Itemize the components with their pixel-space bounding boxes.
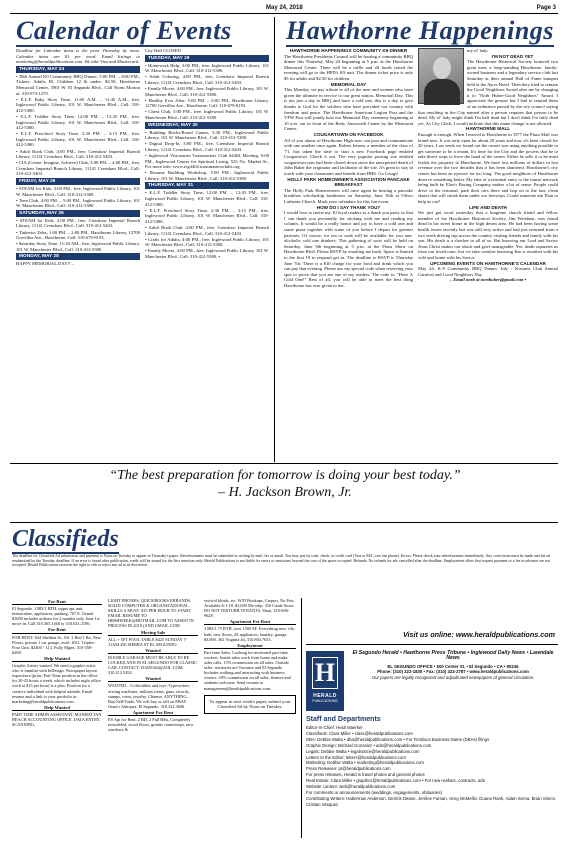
- staff-line: Contributing Writers: Haberman Anderson, Derrick Deane, Jerrilee Farnan, Greg McMellin, Duane Rank, Adam Serna, Brian Simmi, Cristian Vasquez: [306, 795, 556, 807]
- section-heading: MEMORIAL DAY: [330, 81, 367, 87]
- issue-date: May 24, 2018: [266, 5, 303, 11]
- calendar-event: • Family Movie, 4:00 PM., free, Inglewood Public Library, 101 W. Manchester Blvd., Call: 310-412-5380.: [145, 85, 269, 97]
- calendar-event: • Resume Building Workshop, 5:00 PM., Inglewood Public Library, 101 W. Manchester Blvd., Call: 310-412-5380.: [145, 170, 269, 181]
- classifieds-column-2: [108, 598, 198, 732]
- classified-ad-text: FOR RENT: 844 Sheldon St., ES. 2 Bed 1 Ba, New Floors, private 1 car garage, avail. 6/01. Triplex - Four Unit. $2400 / 12 L Fully Mgmt. 310-350-6208.: [12, 634, 101, 655]
- calendar-event: • Building Bricks/Board Games, 3:30 PM., Inglewood Public Library, 101 W. Manchester Blvd., Call: 310-412-5380.: [145, 129, 269, 141]
- classifieds-title: Classifieds: [12, 526, 119, 552]
- staff-line: Classifieds: Clara Miller • class@heraldpublications.com: [306, 730, 413, 736]
- calendar-event: • Saturday Story Time, 11:30 AM., free, Inglewood Public Library, 101 W. Manchester Blvd., Call: 310-412-5380.: [16, 241, 140, 252]
- legal-note: Our papers are legally recognized and adjudicated newspapers of general circulation.: [371, 674, 535, 680]
- article-paragraph: May 24: K-9 Community BBQ Dinner. July - Kiwanis Club Annual Carnival and Good Neighbors Day: [418, 266, 558, 277]
- website-link[interactable]: Visit us online: www.heraldpublications.com: [402, 630, 555, 639]
- classifieds-column-1: [12, 598, 102, 727]
- article-paragraph: Enough is enough. When I moved to Hawthorne in 1977 the Plaza Mall was brand new. It was only open for about 20 years and now it's been closed for 20 years. Last week we found out the owner was using anything possible to get someone to be a tenant. It's time for the City and the powers that be to take direct steps to force the hand of the owner. Either he sells it or he must forfeit the property to Hawthorne. We have lost millions of dollars in lost revenue over the two decades that it has been shuttered. Hawthorne's city center has been an eyesore far too long. The good neighbors of Hawthorne deserve something better. My idea of a terminal entry to the transit network being built by Elon's Boring Company makes a lot of sense. People could drive to the terminal, park their cars there and hop on to the fast, clean skates that will whisk them under our freeways. Could someone ask Elon to help us out?: [418, 131, 558, 205]
- article-paragraph: We just got word yesterday that a longtime church friend and fellow member of the Hawthorne Historical Society, Jim Weisbaur, was found dead in his street home in the high desert area. He had been having some health issues recently but was still very active and had just returned from a two week driving trip across the country visiting friends and family with his son. His death is a shocker to all of us. But knowing our Lord and Savior Jesus Christ makes our shock and grief manageable. Yes, death separates us from our loved ones, but we take comfort knowing Jim is reunited with his wife and home with his Savior.: [418, 210, 558, 260]
- article-paragraph: The Holly Park Homeowners will once again be hosting a pancake breakfast scholarship fundraiser on Saturday, June 16th at Oliver Lutheran Church. Mark your calendars for this fun event.: [284, 187, 413, 205]
- hawthorne-column-1: [284, 48, 413, 289]
- calendar-day-header: TUESDAY, MAY 29: [145, 55, 269, 62]
- article-paragraph: I would love to invite my 10 loyal readers to a thank you party so that I can thank you personally for sticking with me and reading my column. It would be a really honor and joy to have a cold one and some pizza together with some of you before I depart for greener pastures. Of course, ice tea or soda will be available for you non-alcoholic cold one drinkers. This gathering of sorts will be held on Saturday, June 9th beginning at 5 p.m. at the Pizza Show on Hawthorne Blvd. Please RSVP by emailing me back. Space is limited to the first 10 to respond get in. The deadline to RSVP is Thursday June 7th. There is a $10 charge for your food and drink which you can pay that evening. Please use my special code when reserving your spot to prove that you are one of my readers. The code is: "Have A Cold One!" Best of all, you will be able to meet the best thing Hawthorne has ever given to me,: [284, 210, 413, 288]
- staff-line: For comments or announcements (weddings, engagements, obituaries): [306, 789, 442, 795]
- staff-line: Graphic Design: Michael Gonzalez • ads@heraldpublications.com: [306, 742, 432, 748]
- hawthorne-column-2: [418, 48, 558, 283]
- staff-line: Marketing: Debbie Walta • marketing@heraldpublications.com: [306, 760, 424, 766]
- submit-ad-notice: To appear in next week's paper, submit your Classified Ad by Noon on Tuesday.: [204, 695, 296, 714]
- office-phone: Phone: (310) 322-1830 • Fax: (310) 322-2787 • www.heraldpublications.com: [377, 669, 529, 675]
- classified-ad-text: 3 BD/1.75 BTH, over 1500 SF. Everything new: tile, bath, new floors, 2S appliances, laundry, garage. $3,800. 362 Virginia #4, 310.863.7653.: [204, 626, 295, 642]
- calendar-day-header: FRIDAY, MAY 25: [16, 178, 140, 185]
- calendar-event: • CIA (Create, Imagine, Achieve) Club, 3:00 PM. – 4:00 PM., free, Crenshaw Imperial Branch Library, 11141 Crenshaw Blvd., Call: 310-412-5403.: [16, 160, 140, 177]
- calendar-event: • Crafts for Adults, 4:00 PM., free, Inglewood Public Library, 101 W. Manchester Blvd., Call: 310-412-5380.: [145, 236, 269, 248]
- classified-heading: For Rent: [12, 599, 102, 605]
- classified-heading: Moving Sale: [108, 630, 198, 636]
- classified-ad-text: WANTED... Collectibles and toys. Typewriters, sewing machines, military items, guns, records, stamps, coins, jewelry, Chinese, ANYTHING... Buy/Sell/Trade. We will buy or sell on EBAY. Giant's Antiques, El Segundo. 310.322.3606.: [108, 683, 191, 709]
- quote-box: [40, 467, 530, 519]
- calendar-event: • STEAM for Kids, 2:00 PM., free, Crenshaw Imperial Branch Library, 11141 Crenshaw Blvd., Call: 310-412-5403.: [16, 217, 140, 229]
- staff-line: Website content: web@heraldpublications.com: [306, 784, 396, 790]
- section-heading: HOLLY PARK HOMEOWNER'S ASSOCIATION PANCAKE BREAKFAST: [287, 176, 410, 188]
- classifieds-divider: [301, 598, 302, 838]
- staff-line: Editor-In-Chief: Heidi Maerker: [306, 725, 363, 730]
- classified-ad-text: Part-time Sales. Looking for motivated part-time workers. Inside sales work from home and make sales calls. 15% commission on all sales. Outside sales: territories are Torrance and El Segundo. Includes walking and interacting with business owners. 20% commission on all sales. Seniors and students welcome. Send resume to management@heraldpublications.com.: [204, 649, 291, 691]
- article-paragraph: The Hawthorne Historical Society honored two great men, a long-standing Hawthorne, family-owned business and a legendary service club last Saturday at their annual Hall of Fame banquet held at the Ayres Hotel. Then they tried to remain the Good Neighbors Award after me by changing it to "Norb Huber-Good Neighbors" Award. I appreciate the gesture but I had to remind them of an ordinance passed by the city council saying that anything in the City named after a person requires that person to be dead. My ol' lady might think I'm half dead but I don't think I'm fully dead yet. As City Clerk, I would indicate that this name change is not allowed.: [418, 59, 558, 126]
- classified-heading: Help Wanted: [12, 656, 102, 662]
- publication-names: El Segundo Herald • Hawthorne Press Tribune • Inglewood Daily News • Lawndale News: [352, 650, 554, 662]
- calendar-event: • E.L.F. Preschool Story Time, 2:30 PM. – 3:15 PM., free, Inglewood Public Library, 101 W. Manchester Blvd., Call: 310-412-5380.: [145, 207, 269, 224]
- section-heading: LIFE AND DEATH: [469, 204, 507, 210]
- calendar-event: • STEAM for Kids, 3:00 PM., free, Inglewood Public Library, 101 W. Manchester Blvd., Call: 310-412-5380.: [16, 185, 140, 197]
- classified-ad-text: ES Apt for Rent. 2 BD, 2 Full Bths, Completely remodeled, wood floors, granite countertops, new windows &: [108, 716, 194, 733]
- quote-rule-bottom: [10, 522, 558, 523]
- staff-line: For press releases, Herald is travel photos and general photos: [306, 772, 425, 778]
- calendar-day-header: THURSDAY, MAY 24: [16, 66, 140, 73]
- calendar-day-header: SATURDAY, MAY 26: [16, 210, 140, 217]
- classified-heading: Wanted: [108, 648, 198, 654]
- visit-rule: [306, 644, 558, 645]
- calendar-event: • Adult Book Club, 4:00 PM., free, Crenshaw Imperial Branch Library, 11141 Crenshaw Blvd., Call: 310-412-5403.: [16, 148, 140, 160]
- article-paragraph: This Monday, we pay tribute to all of the men and women who have given the ultimate in service to our great nation, Memorial Day. This is not just a day to BBQ and have a cold one, this is a day to give thanks to God for the soldiers who have provided our country with freedom and peace. The Hawthorne American Legion Post and the VFW Post will jointly host our Memorial Day ceremony beginning at 10 a.m. out in front of the Betty Ainsworth Center by the Memorial Center.: [284, 87, 413, 132]
- calendar-column-2: [145, 48, 269, 260]
- staff-title: Staff and Departments: [306, 716, 381, 723]
- calendar-event: • Adult Coloring, 4:00 PM., free, Crenshaw Imperial Branch Library, 11141 Crenshaw Blvd., Call: 310-412-5403.: [145, 74, 269, 85]
- calendar-column-1: [16, 48, 140, 268]
- signature: – Email norb at northuber@gmail.com •: [449, 277, 527, 283]
- calendar-event: • Healthy Ever After, 5:00 PM. – 6:00 PM., Hawthorne Library, 12700 Grevillea Ave., Hawthorne, Call: 310-679-8193.: [145, 97, 269, 109]
- page-number: Page 3: [536, 5, 556, 11]
- calendar-event: • Family Movie, 4:00 PM., free, Inglewood Public Library, 101 W. Manchester Blvd., Call: 310-412-5380. •: [145, 248, 269, 259]
- calendar-day-header: MONDAY, MAY 28: [16, 253, 140, 260]
- classified-ad-text: DOUBLE GARAGE MUST BE ABLE TO BE LOCKED AND IN EL SEGUNDO FOR CLASSIC CAR. CONTACT: DAD5364@AOL.COM, 310.213.5492.: [108, 654, 198, 676]
- classifieds-intro: The deadline for Classified Ad submission and payment is Noon on Tuesday to appear in Thursday's paper. Advertisements must be submitted in writing by mail, fax or email. You may pay by cash, check, or credit card (Visa or M/C over the phone). Errors: Please check your advertisement immediately. Any corrections must be made and the ad resubmitted by the Tuesday deadline. If an error is found after publication, credit will be issued for the first insertion only. Herald Publications is not liable for errors or omissions beyond the cost of the space occupied. Refunds: No refunds for ads cancelled after the deadline. Employment offers that request payment or a fee in advance are not accepted. Herald Publications reserves the right to edit or reject any ad at its discretion.: [12, 554, 550, 568]
- calendar-event: • Adult Book Club, 4:00 PM., free, Crenshaw Imperial Branch Library, 11141 Crenshaw Blvd., Call: 310-412-5403.: [145, 224, 269, 236]
- classified-heading: Apartment For Rent: [108, 710, 198, 716]
- herald-logo: H HERALD PUBLICATIONS: [306, 651, 344, 711]
- classified-ad-text: ALL + 5FT POOL TABLE $425 SUNDAY 7-11AM 430 SIERRA ST EL SEGUNDO.: [108, 636, 188, 647]
- classified-ad-text: El Segundo. 1 BD/1 BTH, upper apt unit, immaculate, appliances, parking, 707 E. Grand. $1600 includes utilities for 2 months only. June 1st move in. Call 310.365.1460 or 310.641.2196.: [12, 606, 100, 627]
- calendar-day-header: THURSDAY, MAY 31: [145, 182, 269, 189]
- classified-ad-text: PART TIME ADMIN ASSISTANT, MANHATTAN BEACH ACCOUNTING OFFICE, DATA ENTRY, SCANNING,: [12, 711, 102, 728]
- classifieds-column-3: [204, 598, 296, 714]
- calendar-event: • Homework Help, 3:00 PM., free, Inglewood Public Library, 101 W. Manchester Blvd., Call: 310-412-5380.: [145, 62, 269, 74]
- classified-heading: Employment: [204, 643, 296, 649]
- calendar-event: • 38th Annual K9 Community BBQ Dinner, 5:00 PM. – 8:00 PM., Tickets: Adults $5, Children 12 & under: $2.50, Hawthorne Memorial Center, 3901 W. El Segundo Blvd., Call Norm Morton at: 310-973-1270.: [16, 73, 140, 96]
- classified-heading: Wanted: [108, 676, 198, 682]
- hawthorne-title: Hawthorne Happenings: [286, 16, 554, 45]
- article-paragraph: The Hawthorne Presidents Council will be hosting a community BBQ dinner this Thursday, May 24 beginning at 5 p.m. at the Hawthorne Memorial Center. There will be a raffle and all funds raised the evening will go to the HPD's K9 unit. The dinner ticket price is only $5 for adults and $2.50 for children.: [284, 53, 413, 81]
- section-heading: I'M NOT DEAD YET: [491, 53, 534, 59]
- calendar-event: • Chess Club, 5:00 PM., free, Inglewood Public Library, 101 W. Manchester Blvd., Call: 310-412-5380.: [145, 109, 269, 120]
- classified-heading: Apartment For Rent: [204, 619, 296, 625]
- section-heading: HAWTHORNE MALL: [465, 126, 511, 132]
- staff-line: DBA: Debbie Walta • dba@heraldpublications.com • For Fictitious Business Name (DBAs) filings: [306, 736, 490, 742]
- calendar-event: • Teen Club, 4:00 PM. – 5:00 PM., Inglewood Public Library, 101 W. Manchester Blvd., Call: 310-412-5380.: [16, 197, 140, 209]
- staff-departments: [306, 716, 558, 808]
- calendar-event: • E.L.F. Toddler Story Time, 12:00 PM. – 12:45 PM., free, Inglewood Public Library, 101 W. Manchester Blvd., Call: 310-412-5380.: [16, 113, 140, 131]
- quote-text: “The best preparation for tomorrow is doing your best today.”: [109, 468, 461, 483]
- columnist-photo: [418, 48, 464, 104]
- quote-rule-top: [10, 463, 558, 464]
- calendar-day-header: WEDNESDAY, MAY 30: [145, 122, 269, 129]
- calendar-intro: Deadline for Calendar items is the prior Thursday by noon. Calendar items are $1 per word. Email listings to marketing@heraldpublications.com. We take Visa and Mastercard.: [16, 48, 140, 65]
- classified-heading: For Rent: [12, 627, 102, 633]
- calendar-event: • Tinkertot Tales, 1:00 PM. – 2:00 PM., Hawthorne Library, 12700 Grevillea Ave., Hawthorne, Call: 310-679-8193.: [16, 229, 140, 241]
- staff-line: Letters to the Editor: letters@heraldpublications.com: [306, 754, 406, 760]
- column-divider: [274, 17, 275, 462]
- classified-ad-text: Graphic Artists wanted. We need a graphic artist, who is familiar with InDesign. Newspaper layout experience (prior, Part-Time position in the office for 20-25 hours a week, which includes night office work at $15 per hour) is a plus. Position for a creative individual with helpful attitude. Email resume and a link to your portfolio to: marketing@heraldpublications.com.: [12, 663, 101, 704]
- calendar-title: Calendar of Events: [16, 16, 232, 45]
- staff-line: Real Estate: Clara Miller • graphics@heraldpublications.com • For new realtors, contracts, ads: [306, 778, 485, 784]
- calendar-event: • E.L.F. Baby Story Time, 11:00 A.M. – 11:45 A.M., free, Inglewood Public Library, 101 W. Manchester Blvd., Call: 310-412-5380.: [16, 96, 140, 113]
- classified-ad-text: LIGHT PHONES, QUICKBOOKS ERRANDS. SOLID COMPUTER & ORGANIZATIONAL SKILLS A MUST. $15 PER HOUR TO START, EMAIL RESUME TO HRSHWEEK@HOTMAIL.COM TO ASSIST IN PROCESS IN 2018 (AND GMAIL.COM: [108, 598, 194, 629]
- section-heading: HAWTHORNE HAPPENINGS COMMUNITY K9 DINNER: [289, 48, 408, 53]
- staff-line: Legals: Debbie Walta • legalnotice@heraldpublications.com: [306, 748, 420, 754]
- quote-author: – H. Jackson Brown, Jr.: [218, 485, 352, 500]
- office-address: EL SEGUNDO OFFICE • 500 Center St. • El Segundo • CA • 90245: [387, 663, 519, 669]
- calendar-col2-top: City Hall CLOSED: [145, 48, 181, 53]
- staff-line: Press Releases: pr@heraldpublications.com: [306, 766, 391, 772]
- article-paragraph: All of you alums of Hawthorne High now can post and communicate with one another once again. Robert Jensen, a member of the class of '71, has taken the time to start a new Facebook page entitled Cougartown. Check it out. The very popular posting site entitled cougartown.com had been closed down since the unexpected death of John Baker the originator and facilitator of the site. It's great to stay in touch with your classmates and friends from HHS. Go Cougs!: [284, 137, 413, 177]
- header-rule: [10, 13, 558, 14]
- article-paragraph: my ol' lady.: [467, 48, 489, 53]
- section-heading: COUGARTOWN ON FACEBOOK: [313, 131, 384, 137]
- calendar-event: • E.L.F. Preschool Story Time, 2:30 PM. – 3:15 PM., free, Inglewood Public Library, 101 W. Manchester Blvd., Call: 310-412-5380.: [16, 131, 140, 148]
- section-heading: UPCOMING EVENTS ON HAWTHORNE'S CALENDAR: [430, 260, 546, 266]
- calendar-event: • E.L.F. Toddler Story Time, 12:00 PM. – 12:45 PM., free, Inglewood Public Library, 101 W. Manchester Blvd., Call: 310-412-5380.: [145, 190, 269, 207]
- classified-heading: Help Wanted: [12, 705, 102, 711]
- calendar-event: • Digital Drop-In, 3:00 PM., free, Crenshaw Imperial Branch Library, 11141 Crenshaw Blvd., Call: 310-412-5403.: [145, 141, 269, 152]
- section-heading: HOW DO I SAY THANK YOU?: [316, 204, 381, 210]
- calendar-event: HAPPY MEMORIAL DAY!! –: [16, 261, 75, 267]
- publication-info: [349, 651, 557, 680]
- classified-ad-text: vertical blinds, etc. W/D Hookups, Carport, No Pets. Available 6-1-18. $2,600 Mo+dep. 310 Castle Snow. DO NOT DISTURB TENANTS. Shari, 310-606-9628.: [204, 598, 295, 619]
- calendar-event: • Inglewood Visionaries Toastmasters Club #4404 Meeting, 6:00 PM., Inglewood Center for Spiritual Living, 525 No. Market St., For more info: www.ivg4404.toastmastersclubs.org.: [145, 152, 269, 170]
